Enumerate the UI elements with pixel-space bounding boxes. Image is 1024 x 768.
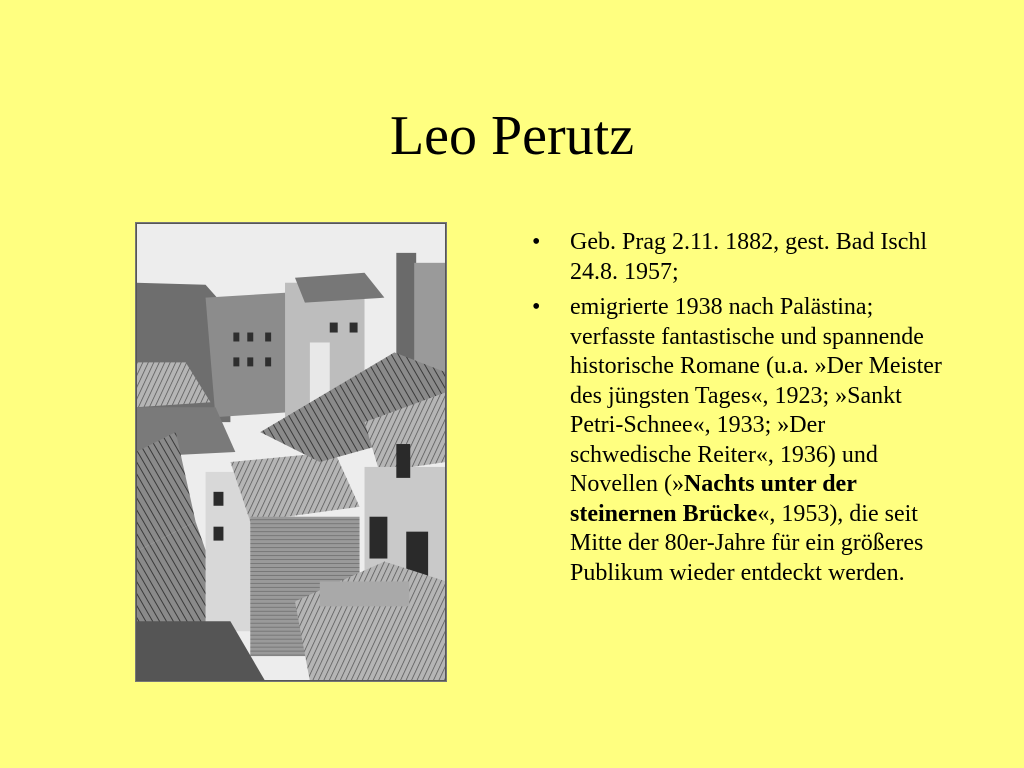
bullet-text: emigrierte 1938 nach Palästina; verfasste fantastische und spannende historische Romane (u.a. »Der Meister des jüngsten Tages«, 1923; »Sankt Petri-Schnee«, 1933; »Der schwedische Reiter«, 1936) und Novellen (»: [570, 294, 942, 497]
bullet-text-tail: «, 1953), die seit Mitte der 80er-Jahre für ein größeres Publikum wieder entdeckt werden.: [570, 500, 924, 586]
bullet-list: [530, 228, 950, 594]
slide-title: Leo Perutz: [389, 105, 635, 167]
bullet-marker: •: [532, 229, 541, 255]
rooftops-etching-image: [135, 222, 447, 682]
etching-old-prague-rooftops-icon: [136, 223, 446, 681]
bullet-item: [530, 293, 950, 588]
bullet-marker: •: [532, 294, 541, 320]
bullet-text: Geb. Prag 2.11. 1882, gest. Bad Ischl 24.8. 1957;: [570, 229, 928, 285]
bullet-bold-title: Nachts unter der steinernen Brücke: [570, 471, 857, 527]
bullet-item: [530, 228, 950, 287]
